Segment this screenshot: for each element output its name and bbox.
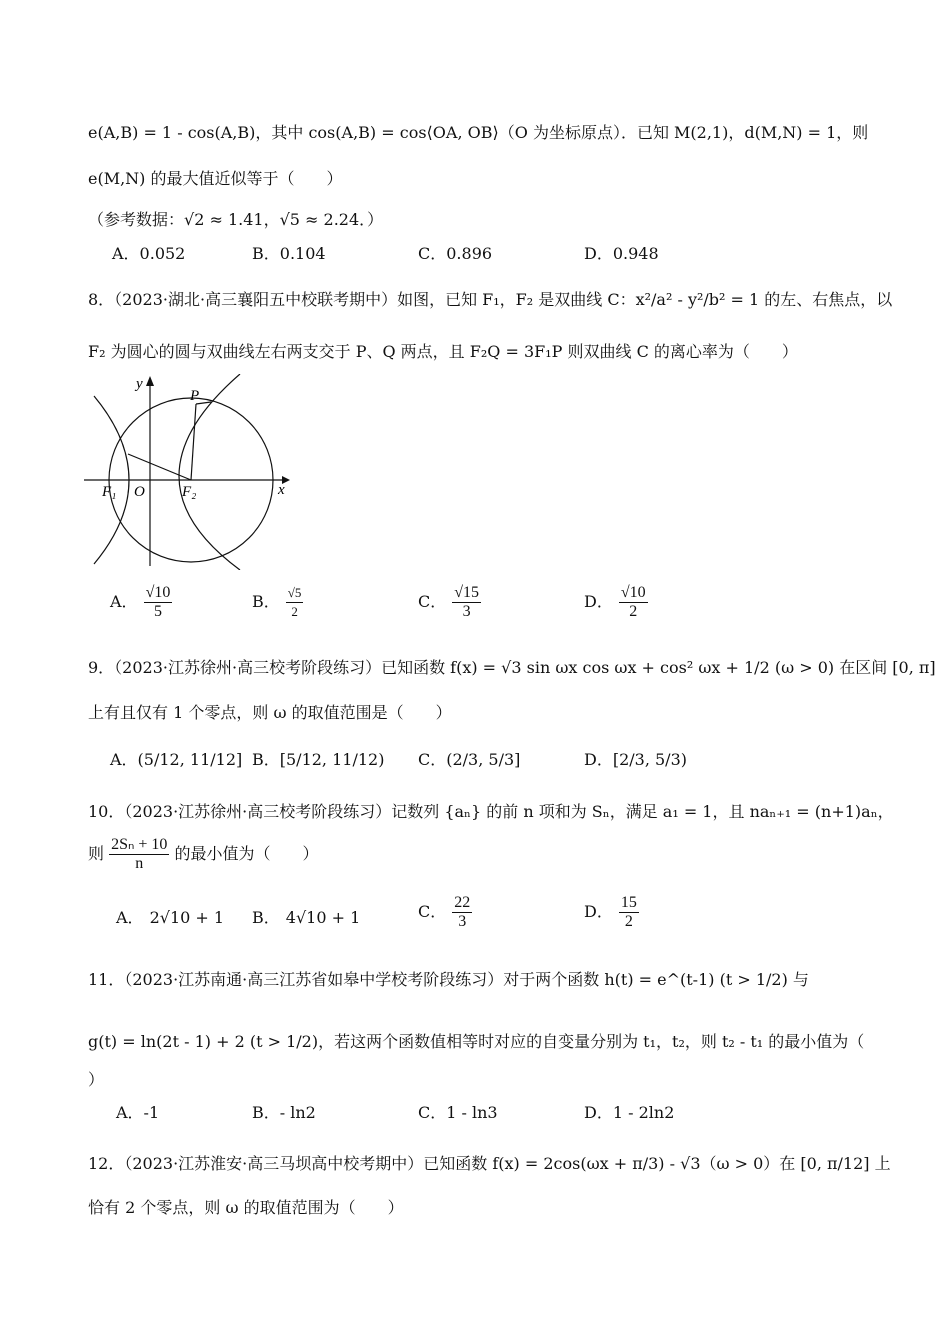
q9-option-c: C．(2/3, 5/3] — [418, 750, 521, 769]
q10-option-d: D． $\frac{15}{2}$ — [584, 894, 637, 930]
f1-label: F₁ — [102, 484, 117, 500]
q11-option-b: B．- ln2 — [252, 1103, 316, 1122]
x-label: x — [278, 482, 285, 498]
q8-line-2: F₂ 为圆心的圆与双曲线左右两支交于 P、Q 两点，且 F₂Q = 3F₁P 则双曲线 C 的离心率为（ ） — [88, 342, 798, 361]
q10-line-2: 则 $\frac{\text{2Sₙ + 10}}{n}$ 的最小值为（ ） — [88, 836, 319, 872]
q8-option-b: B． $\frac{√5}{2}$ — [252, 585, 302, 619]
q9-option-d: D．[2/3, 5/3) — [584, 750, 687, 769]
intro-option-a: A．0.052 — [112, 244, 186, 263]
q10-option-c: C． $\frac{22}{3}$ — [418, 894, 471, 930]
q9-option-b: B．[5/12, 11/12) — [252, 750, 385, 769]
y-label: y — [136, 376, 143, 392]
q8-option-d: D． $\frac{√10}{2}$ — [584, 584, 646, 620]
q9-option-a: A．(5/12, 11/12] — [110, 750, 243, 769]
intro-line-1: e(A,B) = 1 - cos(A,B)，其中 cos(A,B) = cos⟨OA, OB⟩（O 为坐标原点）．已知 M(2,1)，d(M,N) = 1，则 — [88, 123, 869, 142]
q10-option-b: B． 4√10 + 1 — [252, 908, 361, 927]
intro-line-2: e(M,N) 的最大值近似等于（ ） — [88, 169, 343, 188]
intro-option-b: B．0.104 — [252, 244, 326, 263]
q8-options — [88, 584, 868, 632]
q8-option-a: A． $\frac{√10}{5}$ — [110, 584, 171, 620]
q11-line-3: ） — [88, 1070, 105, 1089]
q11-option-d: D．1 - 2ln2 — [584, 1103, 675, 1122]
q10-options — [88, 894, 868, 942]
segment-p-f2 — [191, 404, 196, 480]
q10-option-a: A． 2√10 + 1 — [116, 908, 225, 927]
intro-line-3: （参考数据：√2 ≈ 1.41，√5 ≈ 2.24．） — [88, 210, 384, 229]
q9-line-1: 9．（2023·江苏徐州·高三校考阶段练习）已知函数 f(x) = √3 sin ωx cos ωx + cos² ωx + 1/2 (ω > 0) 在区间 [0, π] — [88, 658, 936, 677]
intro-option-d: D．0.948 — [584, 244, 659, 263]
q10-line-1: 10．（2023·江苏徐州·高三校考阶段练习）记数列 {aₙ} 的前 n 项和为 Sₙ，满足 a₁ = 1，且 naₙ₊₁ = (n+1)aₙ， — [88, 802, 894, 821]
q11-line-1: 11．（2023·江苏南通·高三江苏省如皋中学校考阶段练习）对于两个函数 h(t) = e^(t-1) (t > 1/2) 与 — [88, 970, 809, 989]
hyperbola-figure — [84, 374, 294, 570]
y-axis-arrow — [146, 376, 154, 386]
q11-line-2: g(t) = ln(2t - 1) + 2 (t > 1/2)，若这两个函数值相等时对应的自变量分别为 t₁，t₂，则 t₂ - t₁ 的最小值为（ — [88, 1032, 865, 1051]
p-label: P — [190, 388, 200, 404]
q11-option-a: A．-1 — [116, 1103, 160, 1122]
intro-option-c: C．0.896 — [418, 244, 493, 263]
q11-option-c: C．1 - ln3 — [418, 1103, 498, 1122]
f2-label: F₂ — [182, 484, 197, 500]
q12-line-2: 恰有 2 个零点，则 ω 的取值范围为（ ） — [88, 1198, 404, 1217]
q8-line-1: 8．（2023·湖北·高三襄阳五中校联考期中）如图，已知 F₁，F₂ 是双曲线 C：x²/a² - y²/b² = 1 的左、右焦点，以 — [88, 290, 893, 309]
hyperbola-right-branch — [179, 374, 240, 570]
origin-label: O — [134, 484, 145, 500]
q12-line-1: 12．（2023·江苏淮安·高三马坝高中校考期中）已知函数 f(x) = 2cos(ωx + π/3) - √3（ω > 0）在 [0, π/12] 上 — [88, 1154, 891, 1173]
q8-option-c: C． $\frac{√15}{3}$ — [418, 584, 480, 620]
q9-line-2: 上有且仅有 1 个零点，则 ω 的取值范围是（ ） — [88, 703, 452, 722]
